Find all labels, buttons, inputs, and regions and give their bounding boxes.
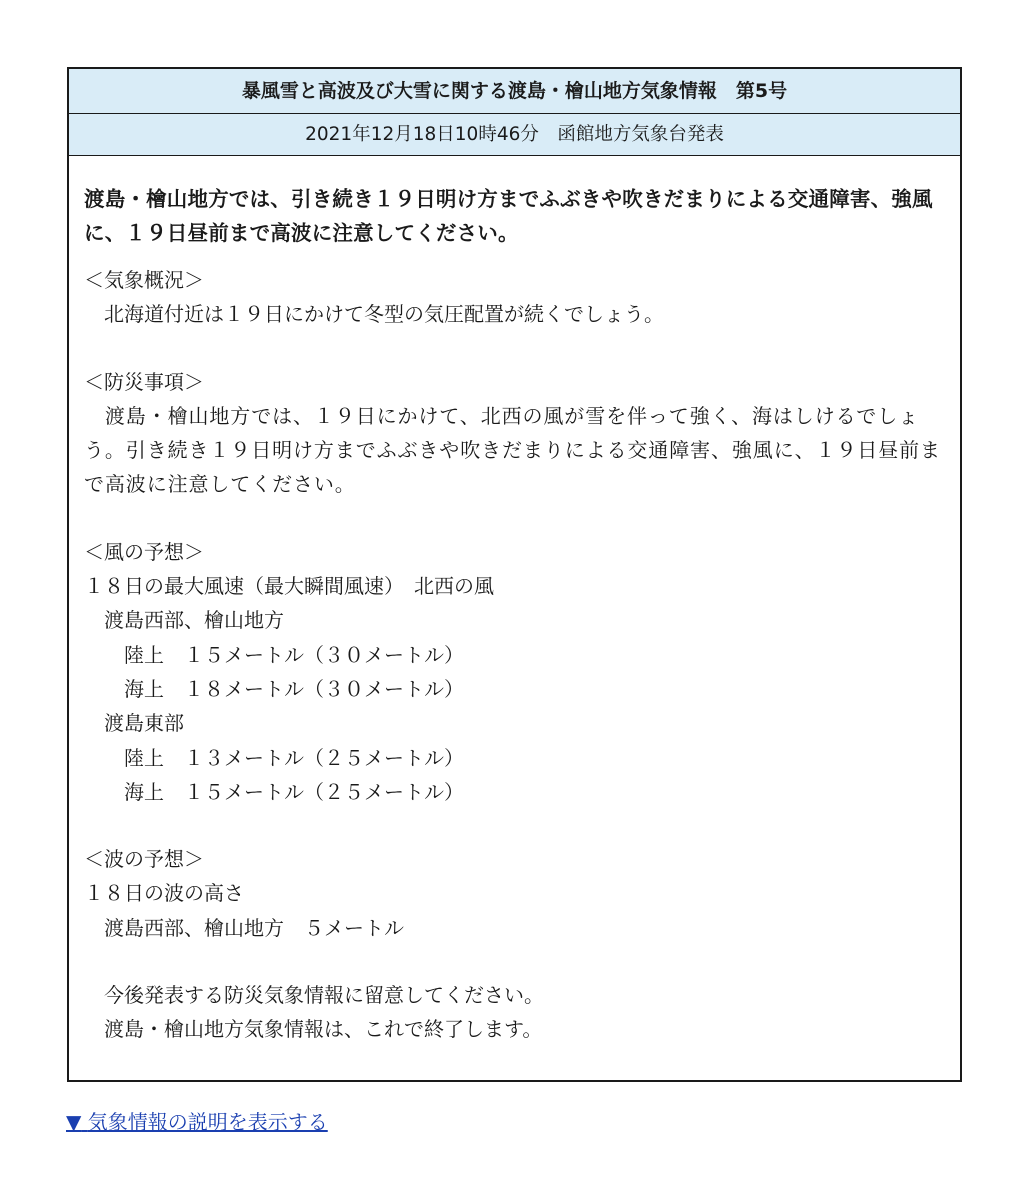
issued-line: 2021年12月18日10時46分 函館地方気象台発表 <box>69 114 960 156</box>
wind-section <box>84 535 946 809</box>
wind-row <box>84 672 946 706</box>
closing-section <box>84 978 946 1047</box>
wave-heading: ＜波の予想＞ <box>84 847 204 872</box>
wind-row <box>84 638 946 672</box>
disaster-text: 渡島・檜山地方では、１９日にかけて、北西の風が雪を伴って強く、海はしけるでしょう。引き続き１９日明け方までふぶきや吹きだまりによる交通障害、強風に、１９日昼前まで高波に注意してください。 <box>84 403 941 497</box>
wind-area-name: 渡島西部、檜山地方 <box>104 608 284 633</box>
show-explanation-label: 気象情報の説明を表示する <box>87 1110 328 1134</box>
bulletin-headline: 渡島・檜山地方では、引き続き１９日明け方までふぶきや吹きだまりによる交通障害、強風に、１９日昼前まで高波に注意してください。 <box>84 187 933 245</box>
disaster-heading: ＜防災事項＞ <box>84 369 204 394</box>
wind-row-label: 陸上 <box>124 642 164 667</box>
wind-heading: ＜風の予想＞ <box>84 539 204 564</box>
wind-row-label: 海上 <box>124 779 164 804</box>
wave-section <box>84 842 946 945</box>
wind-intro: １８日の最大風速（最大瞬間風速） 北西の風 <box>84 574 494 599</box>
weather-info-panel <box>67 67 962 1082</box>
wind-row <box>84 741 946 775</box>
triangle-down-icon: ▼ <box>66 1110 82 1134</box>
wave-area-name: 渡島西部、檜山地方 <box>104 915 284 940</box>
wind-row-value: １５メートル（２５メートル） <box>184 779 464 804</box>
overview-section <box>84 263 946 332</box>
wave-value: ５メートル <box>304 915 404 940</box>
wave-intro: １８日の波の高さ <box>84 881 244 906</box>
wind-row-label: 海上 <box>124 676 164 701</box>
closing-line-1: 今後発表する防災気象情報に留意してください。 <box>104 983 544 1008</box>
overview-text: 北海道付近は１９日にかけて冬型の気圧配置が続くでしょう。 <box>104 302 664 327</box>
wind-row-label: 陸上 <box>124 745 164 770</box>
wind-row-value: １５メートル（３０メートル） <box>184 642 464 667</box>
wind-row-value: １８メートル（３０メートル） <box>184 676 464 701</box>
show-explanation-link[interactable] <box>66 1106 328 1135</box>
bulletin-body <box>69 156 960 1047</box>
closing-line-2: 渡島・檜山地方気象情報は、これで終了します。 <box>104 1017 543 1042</box>
wave-row <box>84 911 946 945</box>
disaster-section <box>84 365 946 502</box>
wind-row <box>84 775 946 809</box>
wind-area-name: 渡島東部 <box>104 711 184 736</box>
overview-heading: ＜気象概況＞ <box>84 268 204 292</box>
wind-row-value: １３メートル（２５メートル） <box>184 745 464 770</box>
bulletin-title: 暴風雪と高波及び大雪に関する渡島・檜山地方気象情報 第5号 <box>69 69 960 114</box>
